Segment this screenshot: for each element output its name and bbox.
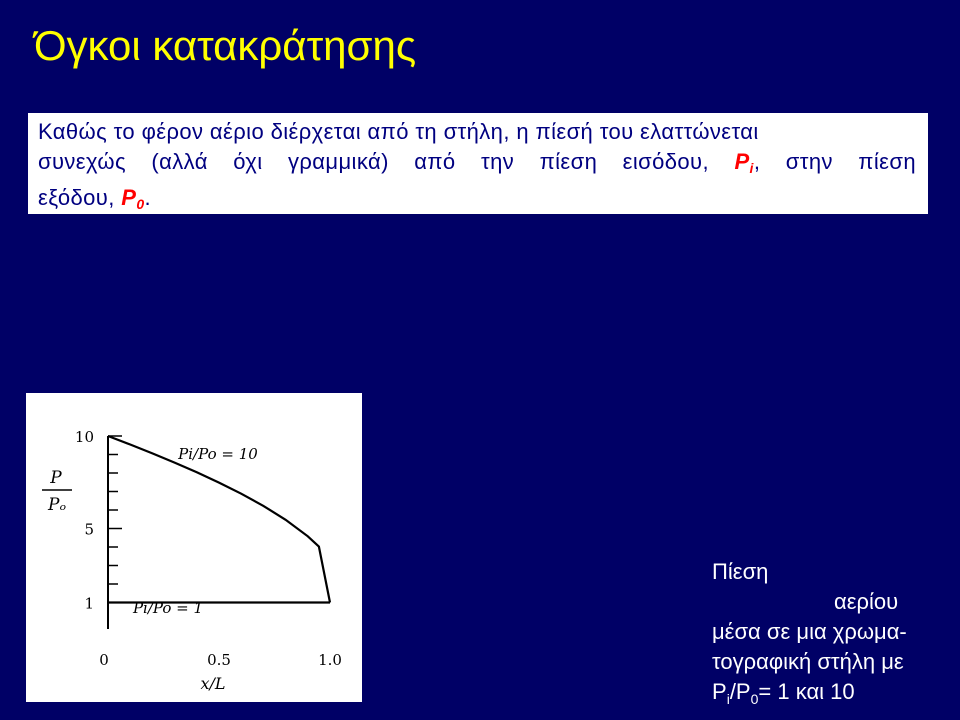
inlet-pressure-subscript: i [749, 160, 754, 176]
caption-line-3: μέσα σε μια χρωμα- [712, 619, 907, 644]
intro-word: την [481, 149, 515, 174]
intro-word: (αλλά [151, 149, 208, 174]
caption-values: = 1 και 10 [758, 679, 855, 704]
intro-word: όχι [233, 149, 263, 174]
intro-word: πίεση [539, 149, 598, 174]
caption-p-letter: P [712, 679, 727, 704]
outlet-pressure-subscript: 0 [136, 196, 145, 212]
y-axis-label-numerator: P [50, 468, 62, 488]
inlet-pressure-symbol [734, 149, 753, 174]
intro-word: από [414, 149, 456, 174]
caption-line-2: αερίου [834, 589, 899, 614]
series-label-pi-po-1: Pi/Po = 1 [132, 599, 204, 617]
caption-slash-p: /P [729, 679, 751, 704]
pressure-chart-svg [26, 393, 362, 702]
x-tick-label: 0.5 [207, 651, 231, 669]
y-tick-label: 5 [84, 520, 94, 539]
intro-word: πίεση [858, 149, 916, 174]
intro-line-1: Καθώς το φέρον αέριο διέρχεται από τη στήλη, η πίεσή του ελαττώνεται [38, 119, 759, 144]
series-label-pi-po-10: Pi/Po = 10 [178, 445, 258, 463]
inlet-pressure-group [734, 147, 760, 183]
caption-line-1: Πίεση [712, 559, 769, 584]
intro-period: . [144, 185, 152, 210]
intro-line-3 [38, 183, 916, 219]
slide-title: Όγκοι κατακράτησης [34, 22, 417, 69]
x-tick-label: 1.0 [318, 651, 342, 669]
intro-word: γραμμικά) [287, 149, 389, 174]
caption-i-subscript: i [726, 691, 730, 707]
x-axis-label: x/L [200, 674, 226, 693]
intro-word: εισόδου, [622, 149, 710, 174]
y-axis-label-denominator: Pₒ [48, 495, 66, 515]
outlet-pressure-symbol [121, 185, 144, 210]
x-tick-label: 0 [99, 651, 109, 669]
y-tick-label: 1 [84, 594, 94, 613]
y-tick-label: 10 [74, 428, 94, 446]
caption-zero-subscript: 0 [750, 691, 759, 707]
intro-text-box [28, 113, 928, 214]
outlet-pressure-letter: P [121, 185, 137, 210]
pressure-chart [26, 393, 362, 702]
intro-comma: , [753, 149, 761, 174]
intro-word: στην [785, 149, 833, 174]
inlet-pressure-letter: P [734, 149, 750, 174]
caption-line-5 [712, 677, 952, 714]
figure-caption [712, 557, 952, 714]
intro-line-3-prefix: εξόδου, [38, 185, 122, 210]
intro-line-2 [38, 147, 916, 183]
caption-line-4: τογραφική στήλη με [712, 649, 904, 674]
intro-word: συνεχώς [38, 149, 126, 174]
